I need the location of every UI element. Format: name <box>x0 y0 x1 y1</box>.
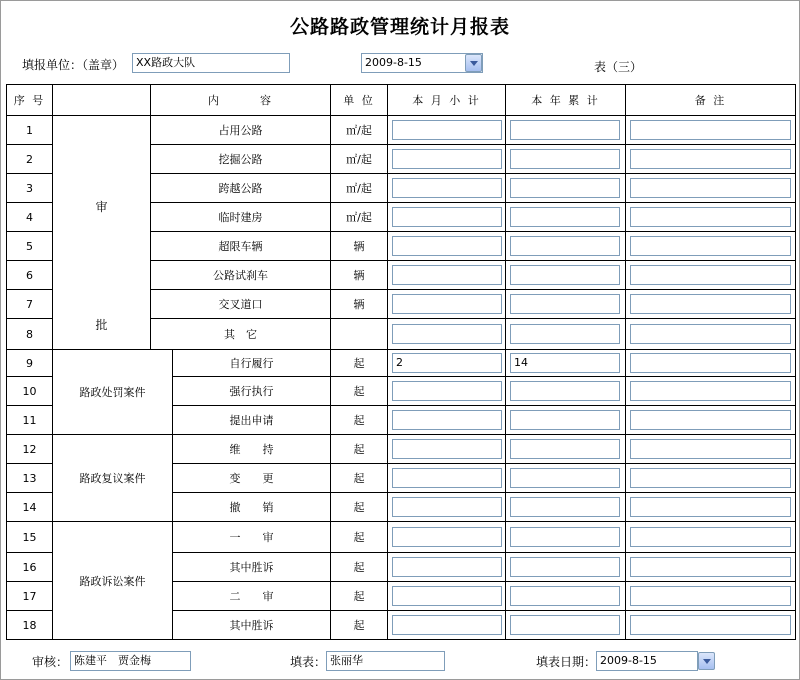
note-cell <box>626 553 796 582</box>
note-input[interactable] <box>630 236 791 256</box>
month-total-input[interactable] <box>392 120 502 140</box>
col-header-month: 本 月 小 计 <box>388 85 506 116</box>
month-total-cell <box>388 116 506 145</box>
month-total-input[interactable] <box>392 294 502 314</box>
year-total-input[interactable] <box>510 381 620 401</box>
row-number: 8 <box>7 319 53 350</box>
month-total-input[interactable] <box>392 439 502 459</box>
month-total-cell <box>388 611 506 640</box>
category-approval-bottom: 批 <box>95 318 108 332</box>
month-total-cell <box>388 522 506 553</box>
unit-cell: 辆 <box>331 290 388 319</box>
col-header-note: 备 注 <box>626 85 796 116</box>
year-total-cell <box>506 522 626 553</box>
month-total-input[interactable]: 2 <box>392 353 502 373</box>
row-number: 1 <box>7 116 53 145</box>
filler-input[interactable]: 张丽华 <box>326 651 445 671</box>
item-name: 强行执行 <box>173 377 331 406</box>
unit-cell: ㎡/起 <box>331 174 388 203</box>
year-total-cell <box>506 319 626 350</box>
unit-cell: ㎡/起 <box>331 203 388 232</box>
month-total-input[interactable] <box>392 557 502 577</box>
year-total-cell <box>506 406 626 435</box>
year-total-cell <box>506 145 626 174</box>
table-row <box>7 522 796 553</box>
unit-input[interactable]: XX路政大队 <box>132 53 290 73</box>
month-total-cell <box>388 435 506 464</box>
item-name: 其中胜诉 <box>173 553 331 582</box>
note-cell <box>626 261 796 290</box>
note-input[interactable] <box>630 410 791 430</box>
header-row <box>7 85 796 116</box>
year-total-cell <box>506 290 626 319</box>
note-input[interactable] <box>630 265 791 285</box>
reviewer-input[interactable]: 陈建平 贾金梅 <box>70 651 191 671</box>
note-cell <box>626 203 796 232</box>
year-total-cell <box>506 493 626 522</box>
item-name: 超限车辆 <box>151 232 331 261</box>
unit-cell: 起 <box>331 611 388 640</box>
table-row <box>7 350 796 377</box>
reviewer-label: 审核： <box>32 655 69 669</box>
month-total-cell <box>388 406 506 435</box>
unit-cell: ㎡/起 <box>331 116 388 145</box>
row-number: 4 <box>7 203 53 232</box>
month-total-input[interactable] <box>392 615 502 635</box>
year-total-input[interactable] <box>510 207 620 227</box>
month-total-input[interactable] <box>392 265 502 285</box>
item-name: 占用公路 <box>151 116 331 145</box>
col-header-unit: 单 位 <box>331 85 388 116</box>
group-review: 路政复议案件 <box>53 435 173 522</box>
note-input[interactable] <box>630 381 791 401</box>
item-name: 其 它 <box>151 319 331 350</box>
unit-cell <box>331 319 388 350</box>
row-number: 2 <box>7 145 53 174</box>
row-number: 5 <box>7 232 53 261</box>
year-total-input[interactable] <box>510 324 620 344</box>
item-name: 自行履行 <box>173 350 331 377</box>
report-date-dropdown-icon[interactable] <box>465 54 482 72</box>
note-input[interactable] <box>630 353 791 373</box>
item-name: 一 审 <box>173 522 331 553</box>
row-number: 10 <box>7 377 53 406</box>
category-approval-top: 审 <box>95 200 108 214</box>
item-name: 提出申请 <box>173 406 331 435</box>
year-total-input[interactable] <box>510 615 620 635</box>
month-total-cell <box>388 145 506 174</box>
month-total-cell <box>388 290 506 319</box>
note-input[interactable] <box>630 527 791 547</box>
year-total-cell <box>506 464 626 493</box>
unit-cell: 起 <box>331 350 388 377</box>
month-total-input[interactable] <box>392 381 502 401</box>
year-total-cell <box>506 377 626 406</box>
note-cell <box>626 350 796 377</box>
year-total-input[interactable] <box>510 410 620 430</box>
note-cell <box>626 522 796 553</box>
row-number: 16 <box>7 553 53 582</box>
year-total-cell <box>506 435 626 464</box>
note-cell <box>626 145 796 174</box>
note-cell <box>626 464 796 493</box>
month-total-input[interactable] <box>392 178 502 198</box>
filler-label: 填表： <box>290 655 327 669</box>
note-input[interactable] <box>630 178 791 198</box>
row-number: 17 <box>7 582 53 611</box>
row-number: 14 <box>7 493 53 522</box>
month-total-cell <box>388 553 506 582</box>
year-total-input[interactable] <box>510 178 620 198</box>
year-total-input[interactable] <box>510 468 620 488</box>
month-total-cell <box>388 232 506 261</box>
note-input[interactable] <box>630 468 791 488</box>
table-number: 表（三） <box>594 60 643 74</box>
year-total-cell <box>506 582 626 611</box>
group-lawsuit: 路政诉讼案件 <box>53 522 173 640</box>
year-total-cell <box>506 203 626 232</box>
month-total-cell <box>388 464 506 493</box>
note-cell <box>626 116 796 145</box>
note-input[interactable] <box>630 557 791 577</box>
item-name: 变 更 <box>173 464 331 493</box>
unit-cell: 起 <box>331 377 388 406</box>
report-date-select[interactable]: 2009-8-15 <box>361 53 483 73</box>
unit-cell: 起 <box>331 493 388 522</box>
month-total-cell <box>388 203 506 232</box>
year-total-cell <box>506 174 626 203</box>
note-cell <box>626 611 796 640</box>
year-total-cell <box>506 261 626 290</box>
group-penalty: 路政处罚案件 <box>53 350 173 435</box>
fill-date-dropdown-icon[interactable] <box>698 652 715 670</box>
category-approval <box>53 116 151 350</box>
year-total-cell <box>506 553 626 582</box>
col-header-year: 本 年 累 计 <box>506 85 626 116</box>
note-cell <box>626 406 796 435</box>
unit-label: 填报单位：（盖章） <box>22 58 125 72</box>
unit-cell: 辆 <box>331 232 388 261</box>
item-name: 撤 销 <box>173 493 331 522</box>
year-total-cell <box>506 350 626 377</box>
year-total-cell <box>506 232 626 261</box>
unit-cell: 起 <box>331 464 388 493</box>
month-total-input[interactable] <box>392 236 502 256</box>
note-cell <box>626 232 796 261</box>
month-total-input[interactable] <box>392 468 502 488</box>
month-total-cell <box>388 350 506 377</box>
month-total-input[interactable] <box>392 497 502 517</box>
col-header-blank <box>53 85 151 116</box>
month-total-input[interactable] <box>392 410 502 430</box>
month-total-cell <box>388 493 506 522</box>
note-input[interactable] <box>630 149 791 169</box>
month-total-input[interactable] <box>392 527 502 547</box>
fill-date-select[interactable]: 2009-8-15 <box>596 651 698 671</box>
table-row <box>7 435 796 464</box>
note-cell <box>626 174 796 203</box>
month-total-cell <box>388 261 506 290</box>
item-name: 临时建房 <box>151 203 331 232</box>
row-number: 13 <box>7 464 53 493</box>
month-total-cell <box>388 319 506 350</box>
note-cell <box>626 290 796 319</box>
year-total-input[interactable] <box>510 557 620 577</box>
row-number: 3 <box>7 174 53 203</box>
note-input[interactable] <box>630 120 791 140</box>
item-name: 跨越公路 <box>151 174 331 203</box>
month-total-cell <box>388 582 506 611</box>
unit-cell: 起 <box>331 522 388 553</box>
row-number: 15 <box>7 522 53 553</box>
statistics-table <box>6 84 796 640</box>
item-name: 维 持 <box>173 435 331 464</box>
year-total-input[interactable] <box>510 527 620 547</box>
unit-cell: ㎡/起 <box>331 145 388 174</box>
note-cell <box>626 377 796 406</box>
unit-cell: 辆 <box>331 261 388 290</box>
fill-date-label: 填表日期： <box>536 655 597 669</box>
month-total-input[interactable] <box>392 324 502 344</box>
row-number: 11 <box>7 406 53 435</box>
year-total-input[interactable] <box>510 236 620 256</box>
row-number: 12 <box>7 435 53 464</box>
note-input[interactable] <box>630 439 791 459</box>
note-input[interactable] <box>630 324 791 344</box>
item-name: 挖掘公路 <box>151 145 331 174</box>
year-total-input[interactable] <box>510 497 620 517</box>
row-number: 7 <box>7 290 53 319</box>
row-number: 6 <box>7 261 53 290</box>
note-cell <box>626 493 796 522</box>
year-total-cell <box>506 116 626 145</box>
row-number: 18 <box>7 611 53 640</box>
note-cell <box>626 319 796 350</box>
year-total-input[interactable] <box>510 120 620 140</box>
month-total-input[interactable] <box>392 586 502 606</box>
note-input[interactable] <box>630 207 791 227</box>
note-cell <box>626 435 796 464</box>
col-header-seq: 序 号 <box>7 85 53 116</box>
month-total-input[interactable] <box>392 207 502 227</box>
note-input[interactable] <box>630 497 791 517</box>
unit-cell: 起 <box>331 553 388 582</box>
year-total-input[interactable] <box>510 265 620 285</box>
unit-cell: 起 <box>331 582 388 611</box>
note-input[interactable] <box>630 615 791 635</box>
unit-cell: 起 <box>331 406 388 435</box>
year-total-input[interactable] <box>510 294 620 314</box>
note-input[interactable] <box>630 294 791 314</box>
month-total-cell <box>388 174 506 203</box>
col-header-content: 内 容 <box>151 85 331 116</box>
item-name: 其中胜诉 <box>173 611 331 640</box>
note-cell <box>626 582 796 611</box>
row-number: 9 <box>7 350 53 377</box>
table-row <box>7 116 796 145</box>
year-total-input[interactable] <box>510 149 620 169</box>
year-total-cell <box>506 611 626 640</box>
month-total-input[interactable] <box>392 149 502 169</box>
year-total-input[interactable]: 14 <box>510 353 620 373</box>
year-total-input[interactable] <box>510 439 620 459</box>
page-title: 公路路政管理统计月报表 <box>289 16 510 38</box>
year-total-input[interactable] <box>510 586 620 606</box>
item-name: 公路试刹车 <box>151 261 331 290</box>
note-input[interactable] <box>630 586 791 606</box>
item-name: 二 审 <box>173 582 331 611</box>
unit-cell: 起 <box>331 435 388 464</box>
item-name: 交叉道口 <box>151 290 331 319</box>
month-total-cell <box>388 377 506 406</box>
